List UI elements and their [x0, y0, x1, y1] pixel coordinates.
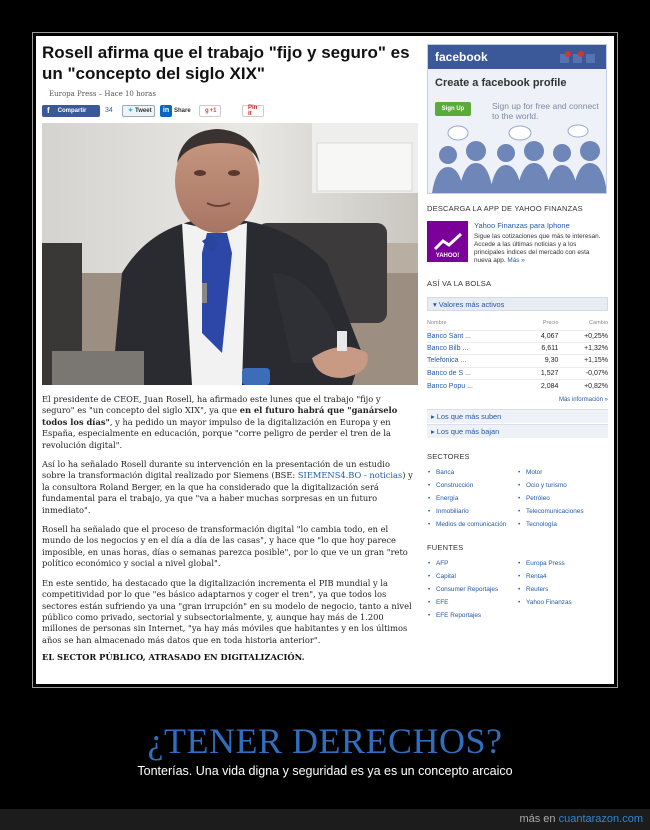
yahoo-app-promo[interactable] [427, 221, 608, 265]
google-plus-icon: g [205, 107, 209, 114]
tweet-button[interactable] [122, 105, 155, 117]
sector-link[interactable]: • Petróleo [517, 495, 607, 505]
stock-name[interactable]: Telefonica ... [427, 355, 522, 367]
meme-title: ¿TENER DERECHOS? [147, 721, 503, 761]
source-link[interactable]: • Europa Press [517, 560, 607, 570]
article-paragraph-2 [42, 459, 414, 516]
stock-name[interactable]: Banco Bilb ... [427, 342, 522, 354]
p1-text-c: , y ha pedido un mayor impulso de la digitalización en Europa y en España, especialmente en educación, porque "corre peligro de perder el tren de la revolución digital". [42, 416, 391, 450]
stock-row[interactable] [427, 355, 608, 367]
article-paragraph-3: Rosell ha señalado que el proceso de transformación digital "lo cambia todo, en el mundo de los negocios y en el día a día de las casas", y hace que "lo que hoy parece imposible, en unas horas, días o semanas parezca posible", por lo que ve un gran "reto político económico y social a nivel global". [42, 524, 408, 569]
source-link[interactable]: • Renta4 [517, 573, 607, 583]
article-photo [42, 123, 418, 385]
yahoo-app-text [474, 221, 606, 265]
article-byline: Europa Press – Hace 10 horas [49, 90, 156, 98]
source-link[interactable]: • EFE Reportajes [427, 612, 517, 622]
meme-subtitle: Tonterías. Una vida digna y seguridad es ya es un concepto arcaico [137, 764, 513, 778]
people-silhouettes-icon [428, 123, 607, 193]
facebook-logo: facebook [428, 45, 606, 69]
sector-link[interactable]: • Tecnología [517, 521, 607, 531]
portrait-illustration [42, 123, 418, 385]
stock-price: 6,611 [522, 342, 558, 354]
source-link[interactable]: • Yahoo Finanzas [517, 599, 607, 609]
sector-link[interactable]: • Ocio y turismo [517, 482, 607, 492]
stock-change: +0,25% [558, 330, 608, 342]
sector-link[interactable]: • Energía [427, 495, 517, 505]
siemens-quote-link[interactable]: SIEMENS4.BO - noticias [297, 470, 403, 481]
stocks-header-cell: Cambio [589, 320, 608, 327]
pinterest-button[interactable] [242, 105, 264, 117]
p2-text-b: ) y la consultora Roland Berger, en la que ha considerado que la digitalización será fundamental para el trabajo, ya que "va a haber muchas sorpresas en un futuro inmediato". [42, 470, 413, 515]
p1-bold-quote: en el futuro habrá que "ganárselo todos los días" [42, 405, 398, 427]
site-footer [0, 809, 650, 830]
fuentes-list [427, 560, 608, 622]
article-paragraph-1 [42, 394, 414, 451]
stock-price: 4,067 [522, 330, 558, 342]
source-link[interactable]: • Capital [427, 573, 517, 583]
sectores-list [427, 469, 608, 531]
yahoo-app-more-link[interactable]: Más » [507, 257, 525, 264]
yahoo-app-logo [427, 221, 468, 262]
fuentes-section-title: FUENTES [427, 542, 464, 552]
bolsa-section-title: ASÍ VA LA BOLSA [427, 279, 492, 288]
source-link[interactable]: • EFE [427, 599, 517, 609]
footer-prefix: más en [519, 813, 559, 825]
p1-text-a: El presidente de CEOE, Juan Rosell, ha afirmado este lunes que el trabajo "fijo y seguro" es "un concepto del siglo XIX", ya que [42, 394, 381, 416]
top-gainers-toggle[interactable]: ▸ Los que más suben [427, 409, 608, 423]
stock-price: 9,30 [522, 355, 558, 367]
sector-link[interactable]: • Inmobiliario [427, 508, 517, 518]
stock-change: +1,32% [558, 342, 608, 354]
chart-up-icon [433, 231, 463, 253]
sector-link[interactable]: • Motor [517, 469, 607, 479]
stock-change: +1,15% [558, 355, 608, 367]
facebook-signup-button[interactable]: Sign Up [435, 102, 471, 116]
stock-row[interactable] [427, 380, 608, 392]
stock-price: 1,527 [522, 367, 558, 379]
sector-link[interactable]: • Medios de comunicación [427, 521, 517, 531]
pinterest-label: Pin it [248, 104, 258, 117]
google-plus-label: +1 [209, 107, 217, 114]
sectores-section-title: SECTORES [427, 451, 470, 461]
stock-row[interactable] [427, 330, 608, 342]
linkedin-share-button[interactable] [160, 105, 194, 117]
stocks-header-cell: Precio [542, 320, 559, 327]
news-screenshot [36, 36, 614, 684]
yahoo-logo-text: YAHOO! [435, 253, 460, 259]
stock-row[interactable] [427, 367, 608, 379]
share-bar [42, 104, 420, 117]
facebook-share-button[interactable] [42, 105, 100, 117]
article-body [42, 394, 414, 664]
stock-row[interactable] [427, 342, 608, 354]
valores-activos-tab[interactable]: ▾ Valores más activos [427, 297, 608, 311]
stocks-body [427, 330, 608, 392]
source-link[interactable]: • Reuters [517, 586, 607, 596]
sector-link[interactable]: • Construcción [427, 482, 517, 492]
article-paragraph-4: En este sentido, ha destacado que la digitalización incrementa el PIB mundial y la competitividad por lo que "es básico adaptarnos y coger el tren", ya que todos los sectores están sufriendo ya una "gran irrupción" en su modelo de negocio, tanto a nivel público como privado, sectorial y subsectorialmente, y, aunque hay más de 1.200 millones de personas sin Internet, "ya hay más móviles que habitantes y en los últimos años se han almacenado más datos que en toda historia anterior". [42, 577, 412, 645]
facebook-ad-title: Create a facebook profile [435, 77, 567, 89]
stock-change: +0,82% [558, 380, 608, 392]
facebook-icon: f [47, 106, 50, 115]
more-info-link[interactable]: Más información » [558, 396, 608, 403]
stocks-header-cell: Nombre [427, 320, 447, 327]
footer-site-link[interactable]: cuantarazon.com [558, 813, 643, 825]
facebook-ad[interactable] [427, 44, 607, 194]
top-losers-toggle[interactable]: ▸ Los que más bajan [427, 424, 608, 438]
source-link[interactable]: • AFP [427, 560, 517, 570]
google-plus-button[interactable] [199, 105, 221, 117]
article-column [42, 42, 420, 664]
yahoo-app-title[interactable]: Yahoo Finanzas para Iphone [474, 221, 570, 230]
yahoo-app-desc [474, 233, 606, 265]
stock-name[interactable]: Banco de S ... [427, 367, 522, 379]
p2-text-a: Así lo ha señalado Rosell durante su intervención en la presentación de un estudio sobre la transformación digital realizado por Siemens (BSE: [42, 459, 390, 481]
facebook-ad-subtitle: Sign up for free and connect to the world. [492, 101, 599, 121]
stocks-header-row [427, 317, 608, 330]
stock-change: -0,07% [558, 367, 608, 379]
stock-price: 2,084 [522, 380, 558, 392]
source-link[interactable]: • Consumer Reportajes [427, 586, 517, 596]
stock-name[interactable]: Banco Sant ... [427, 330, 522, 342]
footer-text [519, 813, 643, 825]
sector-link[interactable]: • Banca [427, 469, 517, 479]
sidebar [427, 44, 608, 622]
sector-link[interactable]: • Telecomunicaciones [517, 508, 607, 518]
linkedin-label: Share [174, 107, 191, 114]
share-count: 34 [105, 107, 113, 114]
linkedin-icon: in [160, 105, 172, 117]
article-subhead: EL SECTOR PÚBLICO, ATRASADO EN DIGITALIZACIÓN. [42, 652, 305, 663]
friend-request-icons [558, 51, 598, 65]
facebook-share-label: Compartir [57, 107, 87, 114]
twitter-icon: ✦ [128, 108, 134, 114]
article-headline: Rosell afirma que el trabajo "fijo y seguro" es un "concepto del siglo XIX" [42, 43, 410, 83]
yahoo-app-desc-text: Sigue las cotizaciones que más te interesan. Accede a las últimas noticias y a los principales índices del mercado con esta nueva app. [474, 233, 601, 264]
tweet-label: Tweet [135, 107, 152, 114]
stocks-table [427, 317, 608, 392]
yahoo-app-section-title: DESCARGA LA APP DE YAHOO FINANZAS [427, 204, 583, 213]
stock-name[interactable]: Banco Popu ... [427, 380, 522, 392]
